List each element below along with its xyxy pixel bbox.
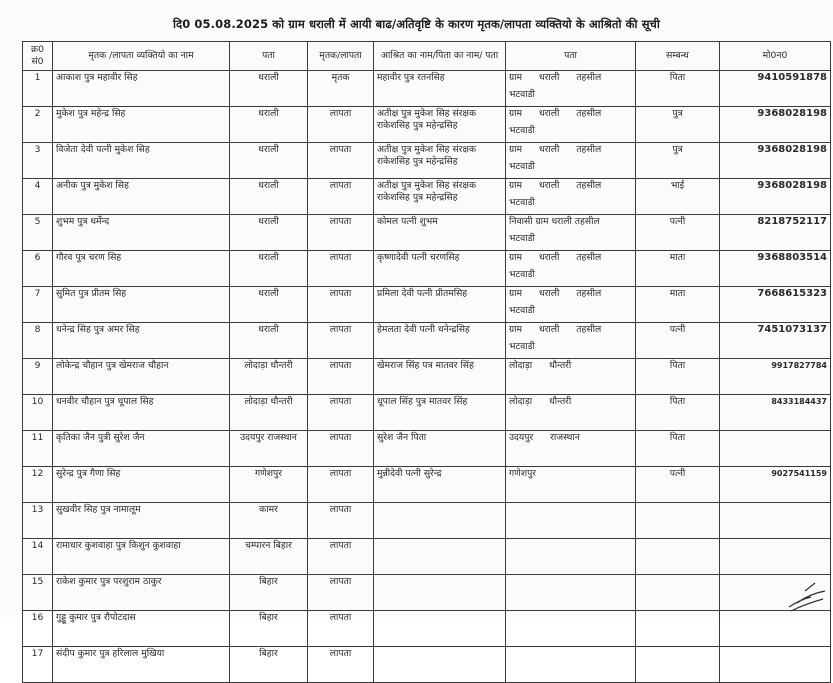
dependent-cell xyxy=(374,359,506,395)
person-name: लोकेन्द्र चौहान पुत्र खेमराज चौहान xyxy=(53,359,230,395)
person-place: धराली xyxy=(230,179,308,215)
address-line-1: ग्राम धराली तहसील xyxy=(509,144,602,155)
dependent-cell xyxy=(374,215,506,251)
phone-number xyxy=(720,539,831,575)
person-status: लापता xyxy=(308,215,374,251)
person-place: धराली xyxy=(230,215,308,251)
header-phone: मो0न0 xyxy=(720,42,831,71)
address-cell xyxy=(506,323,636,359)
person-place: धराली xyxy=(230,107,308,143)
header-status: मृतक/लापता xyxy=(308,42,374,71)
person-status: लापता xyxy=(308,143,374,179)
dependent-cell xyxy=(374,431,506,467)
dependent-line-2: राकेशसिह पुत्र महेन्द्रसिह xyxy=(377,120,458,131)
signature-mark xyxy=(785,577,827,613)
address-line-2: भटवाडी xyxy=(509,269,535,280)
phone-number xyxy=(720,647,831,683)
person-name: सुमित पुत्र प्रीतम सिह xyxy=(53,287,230,323)
person-status: लापता xyxy=(308,395,374,431)
phone-number: 8433184437 xyxy=(720,395,831,431)
phone-number: 9368028198 xyxy=(720,179,831,215)
serial-no: 6 xyxy=(23,251,53,287)
serial-no: 4 xyxy=(23,179,53,215)
serial-no: 14 xyxy=(23,539,53,575)
table-row xyxy=(23,359,831,395)
table-row xyxy=(23,323,831,359)
relation: पत्नी xyxy=(636,467,720,503)
address-cell xyxy=(506,251,636,287)
table-row xyxy=(23,143,831,179)
serial-no: 7 xyxy=(23,287,53,323)
person-place: धराली xyxy=(230,143,308,179)
person-name: गौरव पुत्र चरण सिह xyxy=(53,251,230,287)
person-status: लापता xyxy=(308,575,374,611)
table-row xyxy=(23,611,831,647)
person-name: धनेन्द्र सिह पुत्र अमर सिह xyxy=(53,323,230,359)
address-line-1: ग्राम धराली तहसील xyxy=(509,108,602,119)
header-dependent: आश्रित का नाम/पिता का नाम/ पता xyxy=(374,42,506,71)
serial-no: 12 xyxy=(23,467,53,503)
relation: पुत्र xyxy=(636,107,720,143)
relation: पिता xyxy=(636,359,720,395)
address-cell xyxy=(506,611,636,647)
address-cell xyxy=(506,107,636,143)
dependent-line-1: कृष्णादेवी पत्नी चरणसिह xyxy=(377,252,460,263)
person-status: लापता xyxy=(308,503,374,539)
person-name: संदीप कुमार पुत्र हरिलाल मुखिया xyxy=(53,647,230,683)
address-cell xyxy=(506,179,636,215)
person-status: लापता xyxy=(308,251,374,287)
dependent-line-1: सुरेश जैन पिता xyxy=(377,432,427,443)
header-serial-no: क्र0 सं0 xyxy=(23,42,53,71)
serial-no: 17 xyxy=(23,647,53,683)
dependent-cell xyxy=(374,539,506,575)
header-relation: सम्बन्ध xyxy=(636,42,720,71)
serial-no: 3 xyxy=(23,143,53,179)
table-row xyxy=(23,431,831,467)
dependent-cell xyxy=(374,611,506,647)
dependents-table xyxy=(22,41,831,683)
address-cell xyxy=(506,431,636,467)
person-place: लोदाड़ा धौन्तरी xyxy=(230,395,308,431)
dependent-cell xyxy=(374,71,506,107)
address-line-2: भटवाडी xyxy=(509,305,535,316)
serial-no: 11 xyxy=(23,431,53,467)
dependent-cell xyxy=(374,107,506,143)
relation: पिता xyxy=(636,395,720,431)
serial-no: 2 xyxy=(23,107,53,143)
person-place: लोदाड़ा धौन्तरी xyxy=(230,359,308,395)
relation xyxy=(636,539,720,575)
address-line-1: उदयपुर राजस्थान xyxy=(509,432,580,443)
address-cell xyxy=(506,467,636,503)
person-place: बिहार xyxy=(230,647,308,683)
address-line-1: गणेशपुर xyxy=(509,468,537,479)
relation: माता xyxy=(636,251,720,287)
serial-no: 8 xyxy=(23,323,53,359)
dependent-line-1: कोमल पत्नी शुभम xyxy=(377,216,438,227)
person-status: लापता xyxy=(308,359,374,395)
dependent-cell xyxy=(374,179,506,215)
dependent-line-1: महावीर पुत्र रतनसिह xyxy=(377,72,445,83)
person-place: गणेशपुर xyxy=(230,467,308,503)
dependent-line-1: खेमराज सिंह पत्र मातवर सिंह xyxy=(377,360,474,371)
table-row xyxy=(23,575,831,611)
person-name: शुभम पुत्र धर्मेन्द xyxy=(53,215,230,251)
table-row xyxy=(23,287,831,323)
phone-number xyxy=(720,611,831,647)
serial-no: 15 xyxy=(23,575,53,611)
person-place: धराली xyxy=(230,287,308,323)
table-row xyxy=(23,107,831,143)
address-line-1: लोदाड़ा धौन्तरी xyxy=(509,360,572,371)
address-line-1: ग्राम धराली तहसील xyxy=(509,72,602,83)
phone-number: 9917827784 xyxy=(720,359,831,395)
person-status: लापता xyxy=(308,647,374,683)
table-row xyxy=(23,467,831,503)
address-cell xyxy=(506,647,636,683)
person-name: सुरेन्द्र पुत्र गैणा सिह xyxy=(53,467,230,503)
table-row xyxy=(23,647,831,683)
person-name: विजेता देवी पत्नी मुकेश सिह xyxy=(53,143,230,179)
address-cell xyxy=(506,395,636,431)
relation: पिता xyxy=(636,71,720,107)
person-name: धनवीर चौहान पुत्र धूपाल सिह xyxy=(53,395,230,431)
person-name: कृतिका जैन पुत्री सुरेश जैन xyxy=(53,431,230,467)
address-line-1: ग्राम धराली तहसील xyxy=(509,252,602,263)
relation: भाई xyxy=(636,179,720,215)
address-cell xyxy=(506,359,636,395)
dependent-cell xyxy=(374,467,506,503)
dependent-line-1: अतीक्ष पुत्र मुकेश सिह संरक्षक xyxy=(377,144,477,155)
address-cell xyxy=(506,215,636,251)
phone-number: 9027541159 xyxy=(720,467,831,503)
phone-number: 7451073137 xyxy=(720,323,831,359)
person-status: लापता xyxy=(308,539,374,575)
document-title: दि0 05.08.2025 को ग्राम धराली में आयी बाढ/अतिवृष्टि के कारण मृतक/लापता व्यक्तियो के आश्रितो की सूची xyxy=(173,17,660,31)
person-place: कामर xyxy=(230,503,308,539)
person-name: सुखवीर सिह पुत्र नामालूम xyxy=(53,503,230,539)
relation: पत्नी xyxy=(636,323,720,359)
header-place: पता xyxy=(230,42,308,71)
address-line-1: निवासी ग्राम धराली तहसील xyxy=(509,216,600,227)
serial-no: 13 xyxy=(23,503,53,539)
address-line-2: भटवाडी xyxy=(509,341,535,352)
relation: पुत्र xyxy=(636,143,720,179)
person-name: मुकेश पुत्र महेन्द्र सिह xyxy=(53,107,230,143)
person-status: लापता xyxy=(308,611,374,647)
serial-no: 9 xyxy=(23,359,53,395)
person-name: आकाश पुत्र महावीर सिह xyxy=(53,71,230,107)
dependent-line-1: अतीक्ष पुत्र मुकेश सिह संरक्षक xyxy=(377,180,477,191)
address-line-2: भटवाडी xyxy=(509,125,535,136)
person-place: बिहार xyxy=(230,611,308,647)
dependent-cell xyxy=(374,395,506,431)
table-row xyxy=(23,251,831,287)
table-row xyxy=(23,215,831,251)
person-name: राकेश कुमार पुत्र परशुराम ठाकुर xyxy=(53,575,230,611)
phone-number: 9368803514 xyxy=(720,251,831,287)
relation xyxy=(636,503,720,539)
relation xyxy=(636,611,720,647)
dependent-cell xyxy=(374,323,506,359)
serial-no: 10 xyxy=(23,395,53,431)
header-name: मृतक /लापता व्यक्तियो का नाम xyxy=(53,42,230,71)
phone-number: 7668615323 xyxy=(720,287,831,323)
table-row xyxy=(23,503,831,539)
dependent-cell xyxy=(374,575,506,611)
address-cell xyxy=(506,503,636,539)
dependent-line-1: हेमलता देवी पत्नी धनेन्द्रसिह xyxy=(377,324,470,335)
address-cell xyxy=(506,539,636,575)
person-place: चम्पारन बिहार xyxy=(230,539,308,575)
person-status: लापता xyxy=(308,467,374,503)
header-address: पता xyxy=(506,42,636,71)
table-row xyxy=(23,71,831,107)
relation xyxy=(636,575,720,611)
dependent-cell xyxy=(374,287,506,323)
address-line-2: भटवाडी xyxy=(509,161,535,172)
relation xyxy=(636,647,720,683)
phone-number: 9410591878 xyxy=(720,71,831,107)
address-line-1: ग्राम धराली तहसील xyxy=(509,180,602,191)
phone-number: 9368028198 xyxy=(720,143,831,179)
dependent-cell xyxy=(374,647,506,683)
dependent-line-1: अतीक्ष पुत्र मुकेश सिह संरक्षक xyxy=(377,108,477,119)
dependent-line-2: राकेशसिह पुत्र महेन्द्रसिह xyxy=(377,192,458,203)
dependent-line-1: मुन्नीदेवी पत्नी सुरेन्द्र xyxy=(377,468,442,479)
table-row xyxy=(23,179,831,215)
person-name: रामाधार कुशवाहा पुत्र किशुन कुशवाहा xyxy=(53,539,230,575)
relation: पिता xyxy=(636,431,720,467)
dependent-cell xyxy=(374,143,506,179)
table-row xyxy=(23,395,831,431)
address-line-2: भटवाडी xyxy=(509,89,535,100)
relation: पत्नी xyxy=(636,215,720,251)
address-line-2: भटवाडी xyxy=(509,197,535,208)
person-name: गुड्डू कुमार पुत्र रौपोटदास xyxy=(53,611,230,647)
person-status: लापता xyxy=(308,431,374,467)
person-status: मृतक xyxy=(308,71,374,107)
phone-number: 8218752117 xyxy=(720,215,831,251)
address-cell xyxy=(506,287,636,323)
address-line-1: ग्राम धराली तहसील xyxy=(509,288,602,299)
person-status: लापता xyxy=(308,287,374,323)
phone-number xyxy=(720,503,831,539)
dependent-line-1: प्रमिला देवी पत्नी प्रीतमसिह xyxy=(377,288,468,299)
person-name: अनीक पुत्र मुकेश सिह xyxy=(53,179,230,215)
person-status: लापता xyxy=(308,179,374,215)
relation: माता xyxy=(636,287,720,323)
person-status: लापता xyxy=(308,107,374,143)
serial-no: 16 xyxy=(23,611,53,647)
table-header-row xyxy=(23,42,831,71)
address-line-1: लोदाड़ा धौन्तरी xyxy=(509,396,572,407)
phone-number: 9368028198 xyxy=(720,107,831,143)
dependent-cell xyxy=(374,503,506,539)
dependent-line-2: राकेशसिह पुत्र महेन्द्रसिह xyxy=(377,156,458,167)
person-place: उदयपुर राजस्थान xyxy=(230,431,308,467)
person-place: बिहार xyxy=(230,575,308,611)
person-status: लापता xyxy=(308,323,374,359)
serial-no: 1 xyxy=(23,71,53,107)
table-row xyxy=(23,539,831,575)
dependent-line-1: धूपाल सिंह पुत्र मातवर सिंह xyxy=(377,396,468,407)
dependent-cell xyxy=(374,251,506,287)
phone-number xyxy=(720,431,831,467)
address-line-2: भटवाडी xyxy=(509,233,535,244)
address-line-1: ग्राम धराली तहसील xyxy=(509,324,602,335)
address-cell xyxy=(506,71,636,107)
person-place: धराली xyxy=(230,323,308,359)
address-cell xyxy=(506,143,636,179)
serial-no: 5 xyxy=(23,215,53,251)
address-cell xyxy=(506,575,636,611)
person-place: धराली xyxy=(230,71,308,107)
person-place: धराली xyxy=(230,251,308,287)
